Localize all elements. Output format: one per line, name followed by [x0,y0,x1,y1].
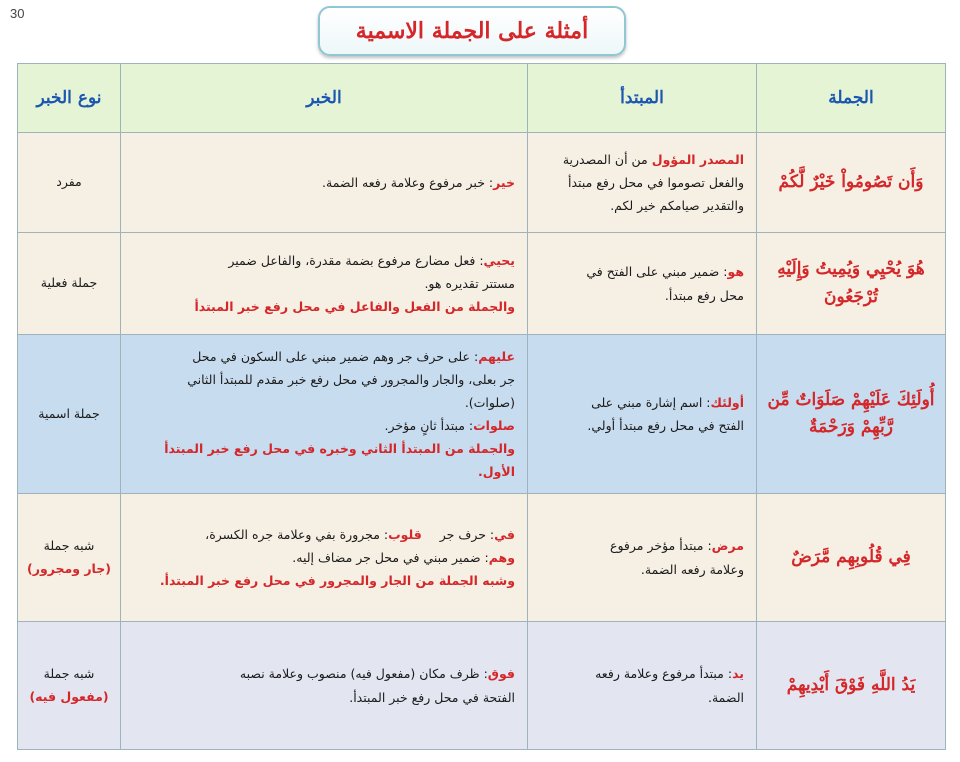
khabar-cell [121,133,528,233]
khabar-type-cell [18,494,121,622]
mubtada-text: : مبتدأ مرفوع وعلامة رفعه [595,666,733,682]
sentence-cell: أُولَئِكَ عَلَيْهِمْ صَلَوَاتٌ مِّن رَّبِّهِمْ وَرَحْمَةٌ [757,335,946,494]
khabar-text: : فعل مضارع مرفوع بضمة مقدرة، والفاعل ضمير [228,252,484,268]
khabar-type-subtext: (مفعول فيه) [29,688,109,704]
table-row [18,233,946,335]
mubtada-text: محل رفع مبتدأ. [664,287,744,303]
khabar-lead: وهم [488,549,515,565]
khabar-type-text: مفرد [56,174,82,190]
khabar-text: : حرف جر [439,526,495,542]
table-row [18,133,946,233]
khabar-note: والجملة من الفعل والفاعل في محل رفع خبر المبتدأ [194,299,515,315]
khabar-type-text: شبه جملة [43,666,95,681]
table-row [18,335,946,494]
mubtada-cell [528,622,757,750]
header-khabar-type: نوع الخبر [18,64,121,133]
header-sentence: الجملة [757,64,946,133]
mubtada-lead: المصدر المؤول [651,151,744,167]
khabar-type-cell [18,233,121,335]
page-number: 30 [10,6,25,21]
mubtada-text: والفعل تصوموا في محل رفع مبتدأ [568,174,744,190]
khabar-lead: صلوات [473,418,515,433]
mubtada-cell [528,233,757,335]
sentence-cell: يَدُ اللَّهِ فَوْقَ أَيْدِيهِمْ [757,622,946,750]
khabar-text: مستتر تقديره هو. [424,275,515,291]
mubtada-text: من أن المصدرية [562,151,648,167]
khabar-note: وشبه الجملة من الجار والمجرور في محل رفع خبر المبتدأ. [159,573,515,589]
khabar-lead: فوق [487,666,515,682]
khabar-lead: قلوب [388,526,422,542]
khabar-text: جر بعلى، والجار والمجرور في محل رفع خبر مقدم للمبتدأ الثاني [187,371,515,387]
mubtada-text: : مبتدأ مؤخر مرفوع [609,538,712,554]
header-khabar: الخبر [121,64,528,133]
khabar-text: : ضمير مبني في محل جر مضاف إليه. [292,549,489,565]
mubtada-cell [528,133,757,233]
khabar-text: الفتحة في محل رفع خبر المبتدأ. [349,689,515,705]
khabar-lead: في [494,526,515,542]
khabar-type-cell [18,622,121,750]
khabar-cell [121,622,528,750]
mubtada-text: الفتح في محل رفع مبتدأ أولي. [587,418,744,433]
khabar-type-cell [18,133,121,233]
khabar-type-cell [18,335,121,494]
khabar-cell [121,233,528,335]
khabar-text: : مجرورة بفي وعلامة جره الكسرة، [205,526,389,542]
page-title: أمثلة على الجملة الاسمية [355,18,589,44]
khabar-text: : على حرف جر وهم ضمير مبني على السكون في محل [192,348,479,364]
sentence-cell: هُوَ يُحْيِي وَيُمِيتُ وَإِلَيْهِ تُرْجَعُونَ [757,233,946,335]
khabar-cell [121,494,528,622]
mubtada-text: : ضمير مبني على الفتح في [586,264,728,280]
table-row [18,494,946,622]
khabar-lead: عليهم [478,348,515,364]
khabar-type-subtext: (جار ومجرور) [27,560,111,576]
header-mubtada: المبتدأ [528,64,757,133]
table-row [18,622,946,750]
khabar-type-text: شبه جملة [43,538,95,553]
mubtada-cell [528,335,757,494]
mubtada-cell [528,494,757,622]
khabar-text: : خبر مرفوع وعلامة رفعه الضمة. [322,174,494,190]
mubtada-lead: هو [727,264,744,280]
mubtada-text: : اسم إشارة مبني على [591,394,711,410]
table-header-row [18,64,946,133]
mubtada-text: الضمة. [707,689,744,705]
mubtada-text: والتقدير صيامكم خير لكم. [610,198,744,214]
mubtada-lead: أولئك [710,394,744,410]
title-box [318,6,626,56]
khabar-note: والجملة من المبتدأ الثاني وخبره في محل رفع خبر المبتدأ الأول. [164,441,515,480]
khabar-text: : مبتدأ ثانٍ مؤخر. [384,418,474,433]
mubtada-lead: مرض [711,538,744,554]
mubtada-text: وعلامة رفعه الضمة. [640,561,744,577]
khabar-cell [121,335,528,494]
khabar-type-text: جملة اسمية [38,405,100,421]
khabar-text: : ظرف مكان (مفعول فيه) منصوب وعلامة نصبه [239,666,488,682]
khabar-type-text: جملة فعلية [40,275,98,291]
khabar-lead: يحيي [483,252,515,268]
khabar-lead: خير [493,174,515,190]
sentence-cell: فِي قُلُوبِهِم مَّرَضٌ [757,494,946,622]
khabar-text: (صلوات). [464,394,515,410]
examples-table [17,63,946,750]
mubtada-lead: يد [732,666,744,682]
sentence-cell: وَأَن تَصُومُواْ خَيْرٌ لَّكُمْ [757,133,946,233]
